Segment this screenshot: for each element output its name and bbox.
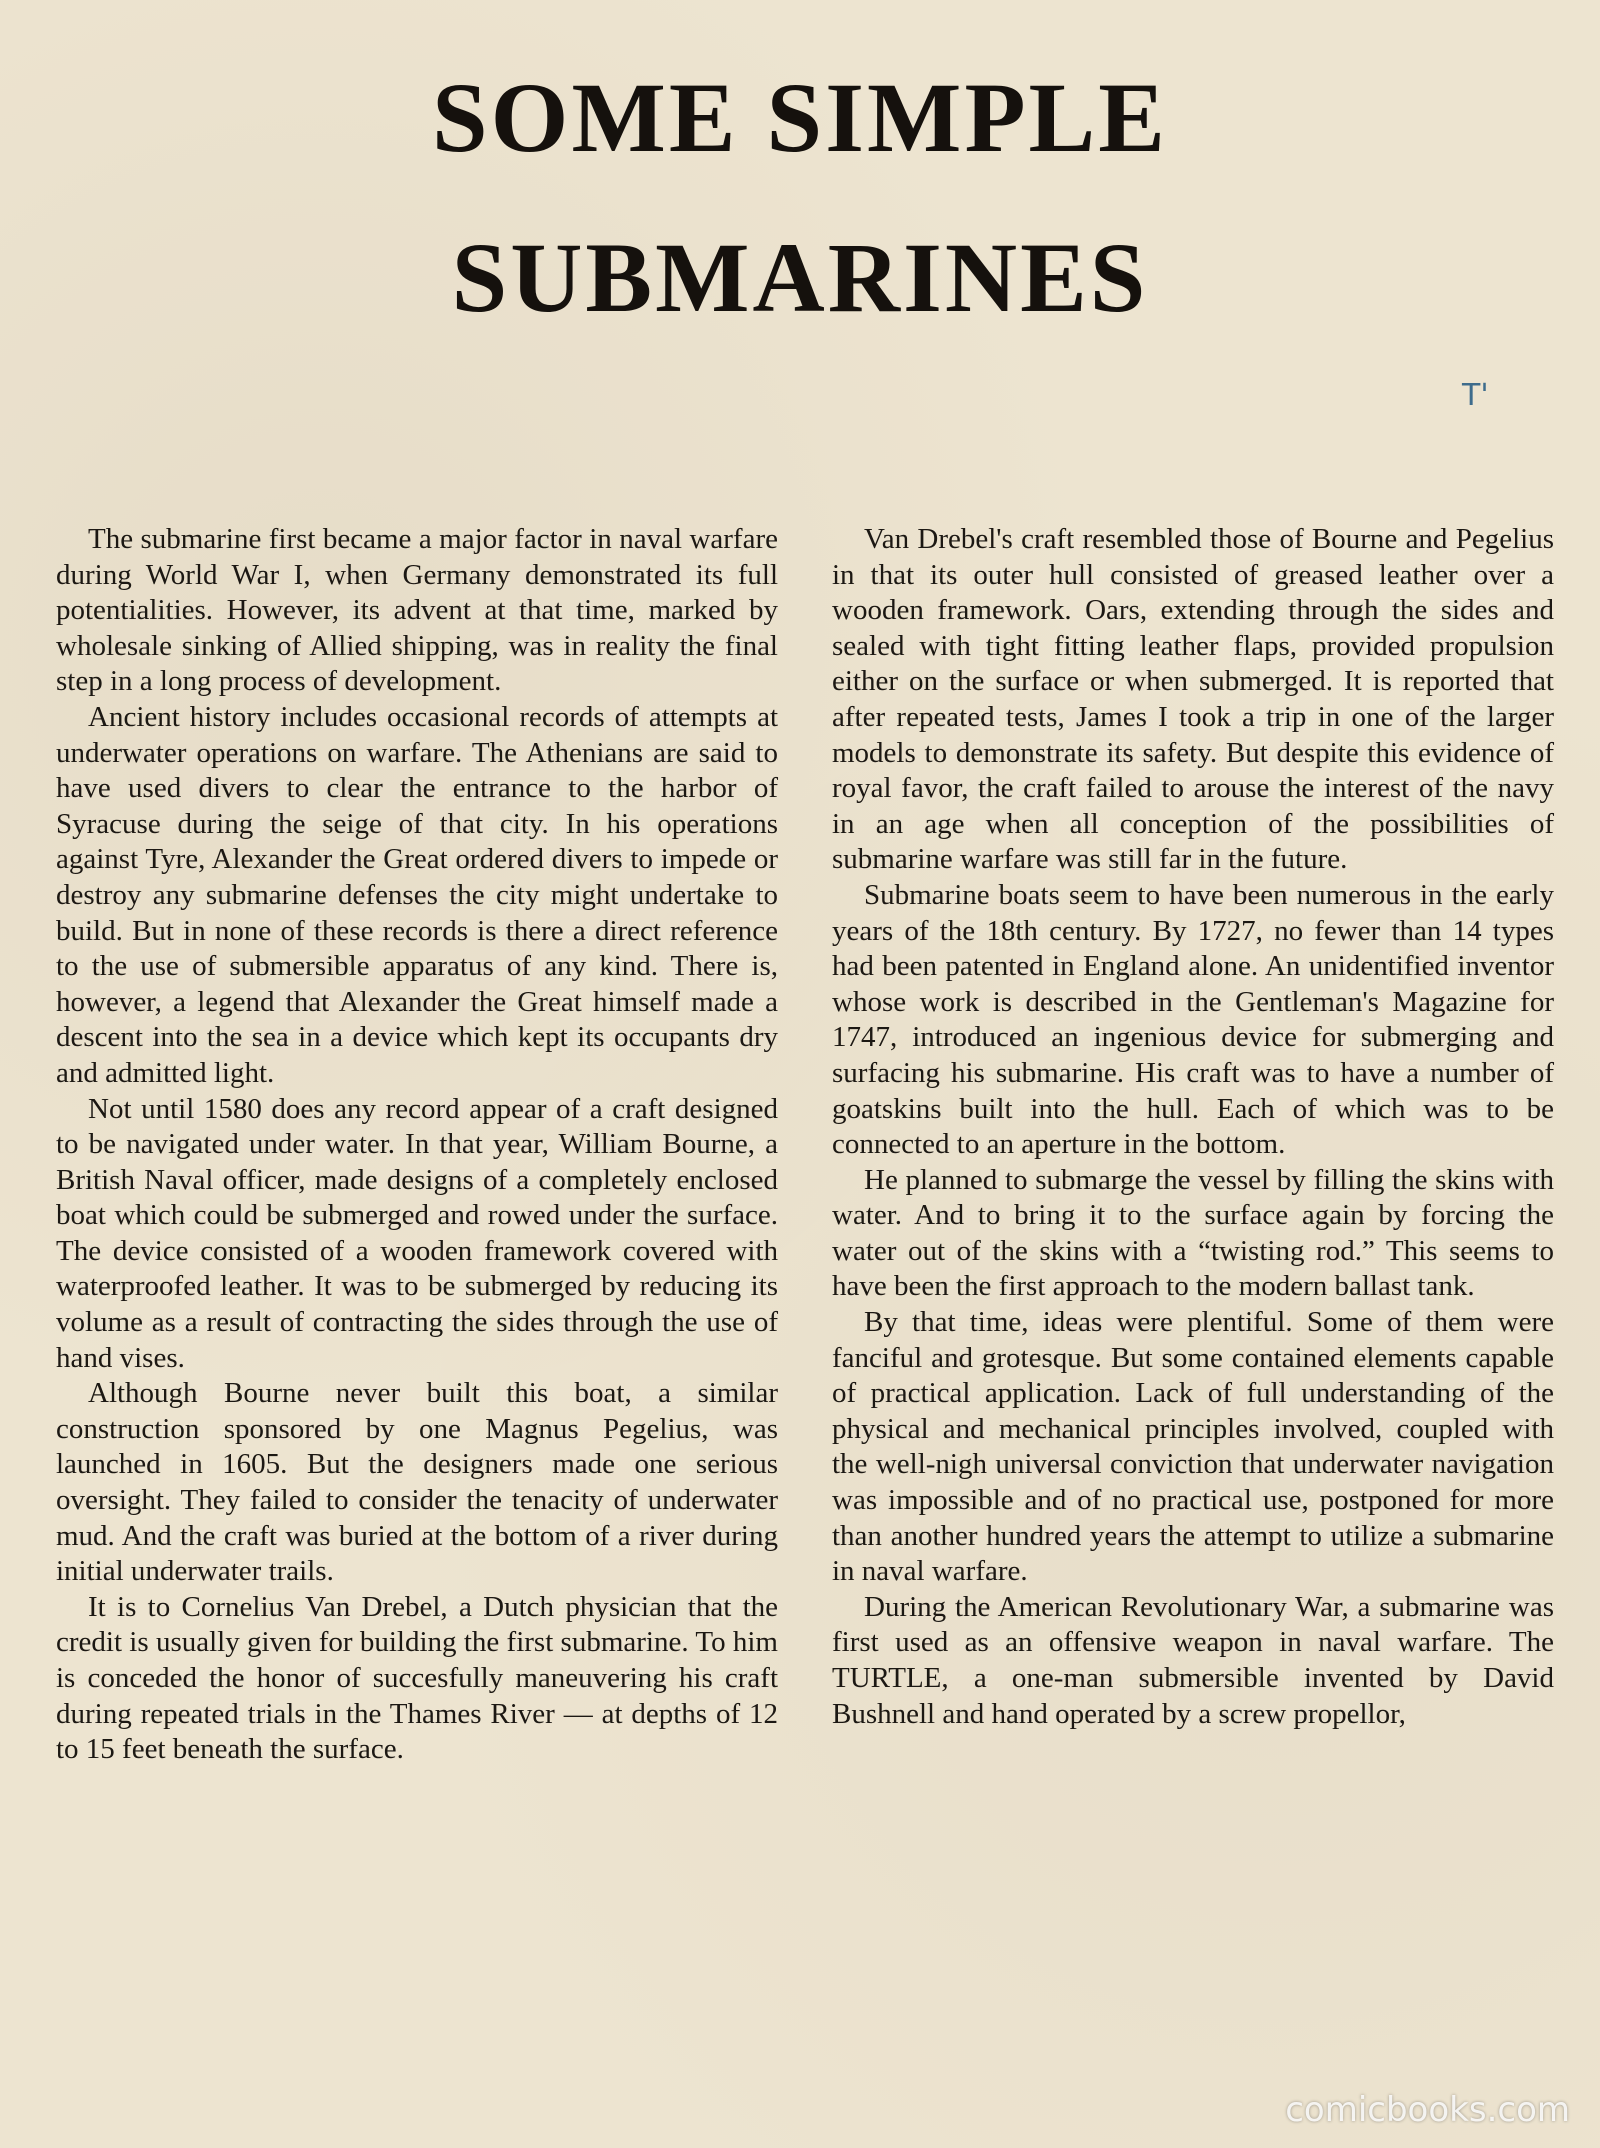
paragraph: Van Drebel's craft resembled those of Bourne and Pegelius in that its outer hull consisted of greased leather over a wooden framework. Oars, extending through the sides and sealed with tight fitting leather flaps, provided propulsion either on the surface or when submerged. It is reported that after repeated tests, James I took a trip in one of the larger models to demonstrate its safety. But despite this evidence of royal favor, the craft failed to arouse the interest of the navy in an age when all conception of the possibilities of submarine warfare was still far in the future. [832, 523, 1554, 876]
left-column [56, 522, 778, 1768]
title-line-2: SUBMARINES [451, 222, 1149, 333]
right-column [832, 522, 1554, 1732]
paragraph: Although Bourne never built this boat, a similar construction sponsored by one Magnus Pegelius, was launched in 1605. But the designers made one serious oversight. They failed to consider the tenacity of underwater mud. And the craft was buried at the bottom of a river during initial underwater trails. [56, 1377, 778, 1588]
paragraph: He planned to submarge the vessel by filling the skins with water. And to bring it to the surface again by forcing the water out of the skins with a “twisting rod.” This seems to have been the first approach to the modern ballast tank. [832, 1163, 1554, 1303]
title-line-1: SOME SIMPLE [432, 62, 1168, 173]
ink-mark: T' [1462, 378, 1489, 413]
paragraph: Submarine boats seem to have been numerous in the early years of the 18th century. By 1727, no fewer than 14 types had been patented in England alone. An unidentified inventor whose work is described in the Gentleman's Magazine for 1747, introduced an ingenious device for submerging and surfacing his submarine. His craft was to have a number of goatskins built into the hull. Each of which was to be connected to an aperture in the bottom. [832, 878, 1554, 1161]
watermark: comicbooks.com [1285, 2090, 1570, 2130]
paragraph: By that time, ideas were plentiful. Some of them were fanciful and grotesque. But some contained elements capable of practical application. Lack of full understanding of the physical and mechanical principles involved, coupled with the well-nigh universal conviction that underwater navigation was impossible and of no practical use, postponed for more than another hundred years the attempt to utilize a submarine in naval warfare. [832, 1306, 1554, 1588]
paragraph: Ancient history includes occasional records of attempts at underwater operations on warfare. The Athenians are said to have used divers to clear the entrance to the harbor of Syracuse during the seige of that city. In his operations against Tyre, Alexander the Great ordered divers to impede or destroy any submarine defenses the city might undertake to build. But in none of these records is there a direct reference to the use of submersible apparatus of any kind. There is, however, a legend that Alexander the Great himself made a descent into the sea in a device which kept its occupants dry and admitted light. [56, 700, 778, 1089]
page-title [0, 38, 1600, 358]
paragraph: During the American Revolutionary War, a submarine was first used as an offensive weapon in naval warfare. The TURTLE, a one-man submersible invented by David Bushnell and hand operated by a screw propellor, [832, 1590, 1554, 1730]
paragraph: Not until 1580 does any record appear of a craft designed to be navigated under water. In that year, William Bourne, a British Naval officer, made designs of a completely enclosed boat which could be submerged and rowed under the surface. The device consisted of a wooden framework covered with waterproofed leather. It was to be submerged by reducing its volume as a result of contracting the sides through the use of hand vises. [56, 1092, 778, 1374]
paragraph: The submarine first became a major factor in naval warfare during World War I, when Germany demonstrated its full potentialities. However, its advent at that time, marked by wholesale sinking of Allied shipping, was in reality the final step in a long process of development. [56, 523, 778, 698]
paragraph: It is to Cornelius Van Drebel, a Dutch physician that the credit is usually given for building the first submarine. To him is conceded the honor of succesfully maneuvering his craft during repeated trials in the Thames River — at depths of 12 to 15 feet beneath the surface. [56, 1590, 778, 1766]
